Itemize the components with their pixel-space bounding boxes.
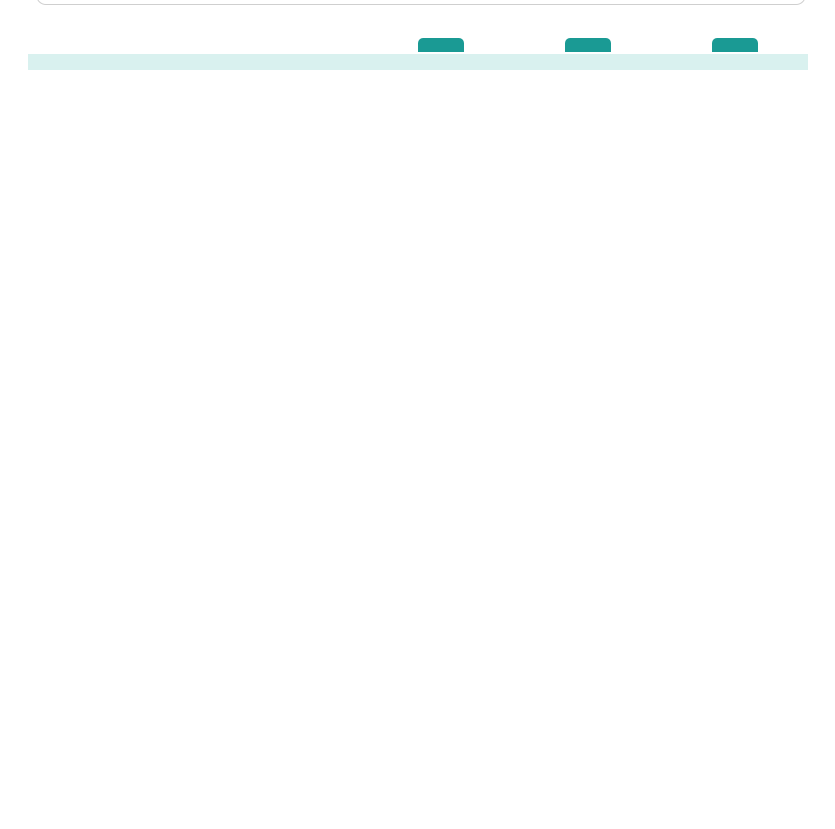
spec-sheet — [28, 38, 808, 70]
new-badge — [418, 38, 464, 52]
new-badge — [712, 38, 758, 52]
top-frame-edge — [36, 0, 806, 5]
badge-row — [28, 38, 808, 54]
model-header-row — [28, 54, 808, 70]
new-badge — [565, 38, 611, 52]
